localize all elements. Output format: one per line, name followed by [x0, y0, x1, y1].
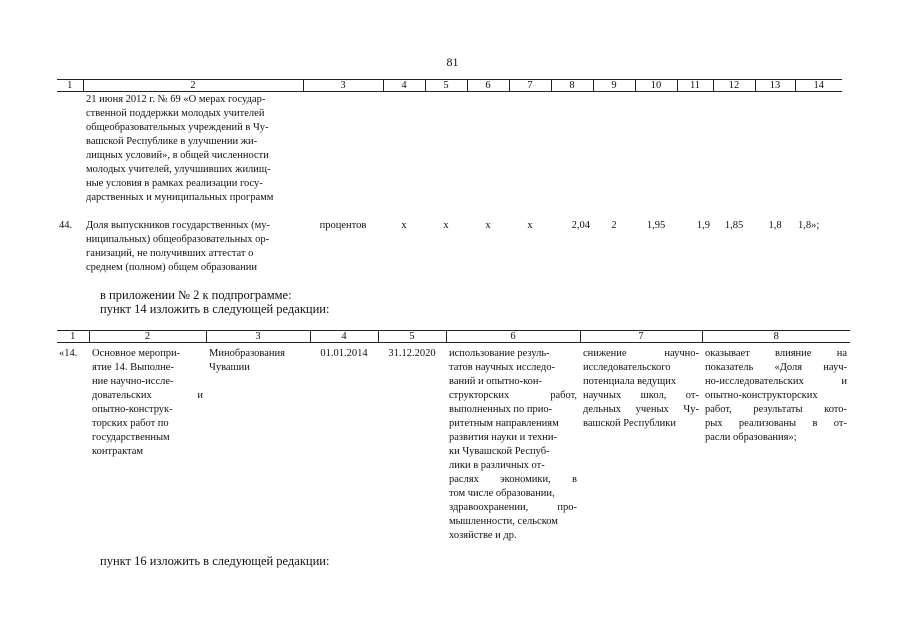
text-line: общеобразовательных учреждений в Чу- — [86, 122, 269, 133]
text-line: ниципальных) общеобразовательных ор- — [86, 234, 270, 245]
text-line: мышленности, сельском — [449, 516, 558, 527]
text-line: опытно-конструк- — [92, 404, 173, 415]
text-line: показатель «Доля науч- — [705, 362, 847, 373]
result-cell — [446, 343, 580, 544]
measure-cell — [89, 343, 206, 544]
text-line: структорских работ, — [449, 390, 577, 401]
paragraph: в приложении № 2 к подпрограмме: — [100, 288, 292, 302]
continuation-text — [83, 92, 303, 206]
paragraph: пункт 16 изложить в следующей редакции: — [100, 554, 330, 568]
column-numbers-row — [57, 80, 842, 92]
text-line: лики в различных от- — [449, 460, 545, 471]
continuation-row — [57, 92, 842, 206]
text-line: контрактам — [92, 446, 144, 457]
text-line: Доля выпускников государственных (му- — [86, 220, 271, 231]
activities-table — [57, 330, 850, 543]
row-number: «14. — [59, 348, 78, 359]
text-line: здравоохранении, про- — [449, 502, 577, 513]
text-line: раслях экономики, в — [449, 474, 577, 485]
text-line: ваний и опытно-кон- — [449, 376, 543, 387]
col-num: 2 — [83, 80, 303, 92]
value-cell: 1,9 — [696, 220, 710, 231]
col-num: 3 — [303, 80, 383, 92]
text-line: государственным — [92, 432, 170, 443]
executor-cell — [206, 343, 310, 544]
col-num: 8 — [702, 331, 850, 343]
text-line: торских работ по — [92, 418, 169, 429]
column-numbers-row — [57, 331, 850, 343]
text-line: Минобразования — [209, 348, 285, 359]
col-num: 2 — [89, 331, 206, 343]
col-num: 14 — [795, 80, 842, 92]
col-num: 5 — [378, 331, 446, 343]
text-line: татов научных исследо- — [449, 362, 556, 373]
col-num: 4 — [310, 331, 378, 343]
col-num: 4 — [383, 80, 425, 92]
text-line: дарственных и муниципальных программ — [86, 192, 274, 203]
text-line: вашской Республики — [583, 418, 676, 429]
value-cell: 2,04 — [571, 220, 590, 231]
value-cell: 1,95 — [646, 220, 666, 231]
unit-cell: процентов — [319, 220, 367, 231]
col-num: 6 — [446, 331, 580, 343]
text-line: вашской Республике в улучшении жи- — [86, 136, 258, 147]
text-line: потенциала ведущих — [583, 376, 677, 387]
indicators-table — [57, 79, 842, 275]
value-cell: 1,8 — [768, 220, 782, 231]
text-line: Основное меропри- — [92, 348, 181, 359]
text-line: ние научно-иссле- — [92, 376, 174, 387]
text-line: расли образования»; — [705, 432, 797, 443]
text-line: том числе образовании, — [449, 488, 555, 499]
end-date: 31.12.2020 — [388, 348, 436, 359]
col-num: 13 — [755, 80, 795, 92]
text-line: ятие 14. Выполне- — [92, 362, 174, 373]
text-line: среднем (полном) общем образовании — [86, 262, 258, 273]
row-number: 44. — [59, 220, 73, 231]
value-cell: x — [401, 220, 407, 231]
col-num: 12 — [713, 80, 755, 92]
text-line: молодых учителей, улучшивших жилищ- — [86, 164, 271, 175]
value-cell: 1,85 — [724, 220, 744, 231]
text-line: ственной поддержки молодых учителей — [86, 108, 265, 119]
col-num: 11 — [677, 80, 713, 92]
impact-cell — [702, 343, 850, 544]
text-line: оказывает влияние на — [705, 348, 847, 359]
indicator-name — [83, 205, 303, 275]
text-line: дельных ученых Чу- — [583, 404, 699, 415]
text-line: использование резуль- — [449, 348, 550, 359]
col-num: 10 — [635, 80, 677, 92]
text-line: выполненных по прио- — [449, 404, 553, 415]
col-num: 8 — [551, 80, 593, 92]
text-line: ритетным направлениям — [449, 418, 559, 429]
table-row — [57, 205, 842, 275]
text-line: но-исследовательских и — [705, 376, 847, 387]
col-num: 6 — [467, 80, 509, 92]
text-line: лищных условий», в общей численности — [86, 150, 269, 161]
risk-cell — [580, 343, 702, 544]
value-cell: x — [527, 220, 533, 231]
text-line: хозяйстве и др. — [449, 530, 517, 541]
text-line: исследовательского — [583, 362, 671, 373]
col-num: 1 — [57, 331, 89, 343]
table-row — [57, 343, 850, 544]
text-line: работ, результаты кото- — [705, 404, 847, 415]
text-line: снижение научно- — [583, 348, 699, 359]
text-line: 21 июня 2012 г. № 69 «О мерах государ- — [86, 94, 266, 105]
value-cell: 1,8»; — [798, 220, 820, 231]
col-num: 7 — [509, 80, 551, 92]
value-cell: x — [443, 220, 449, 231]
page-number: 81 — [446, 55, 459, 69]
text-line: развития науки и техни- — [449, 432, 557, 443]
col-num: 1 — [57, 80, 83, 92]
text-line: опытно-конструкторских — [705, 390, 818, 401]
text-line: ки Чувашской Респуб- — [449, 446, 550, 457]
start-date: 01.01.2014 — [320, 348, 368, 359]
value-cell: x — [485, 220, 491, 231]
paragraph: пункт 14 изложить в следующей редакции: — [100, 302, 330, 316]
text-line: рых реализованы в от- — [705, 418, 847, 429]
text-line: довательских и — [92, 390, 203, 401]
text-line: ганизаций, не получивших аттестат о — [86, 248, 254, 259]
text-line: научных школ, от- — [583, 390, 699, 401]
col-num: 9 — [593, 80, 635, 92]
text-line: ные условия в рамках реализации госу- — [86, 178, 263, 189]
col-num: 5 — [425, 80, 467, 92]
col-num: 7 — [580, 331, 702, 343]
text-line: Чувашии — [209, 362, 250, 373]
col-num: 3 — [206, 331, 310, 343]
value-cell: 2 — [611, 220, 617, 231]
